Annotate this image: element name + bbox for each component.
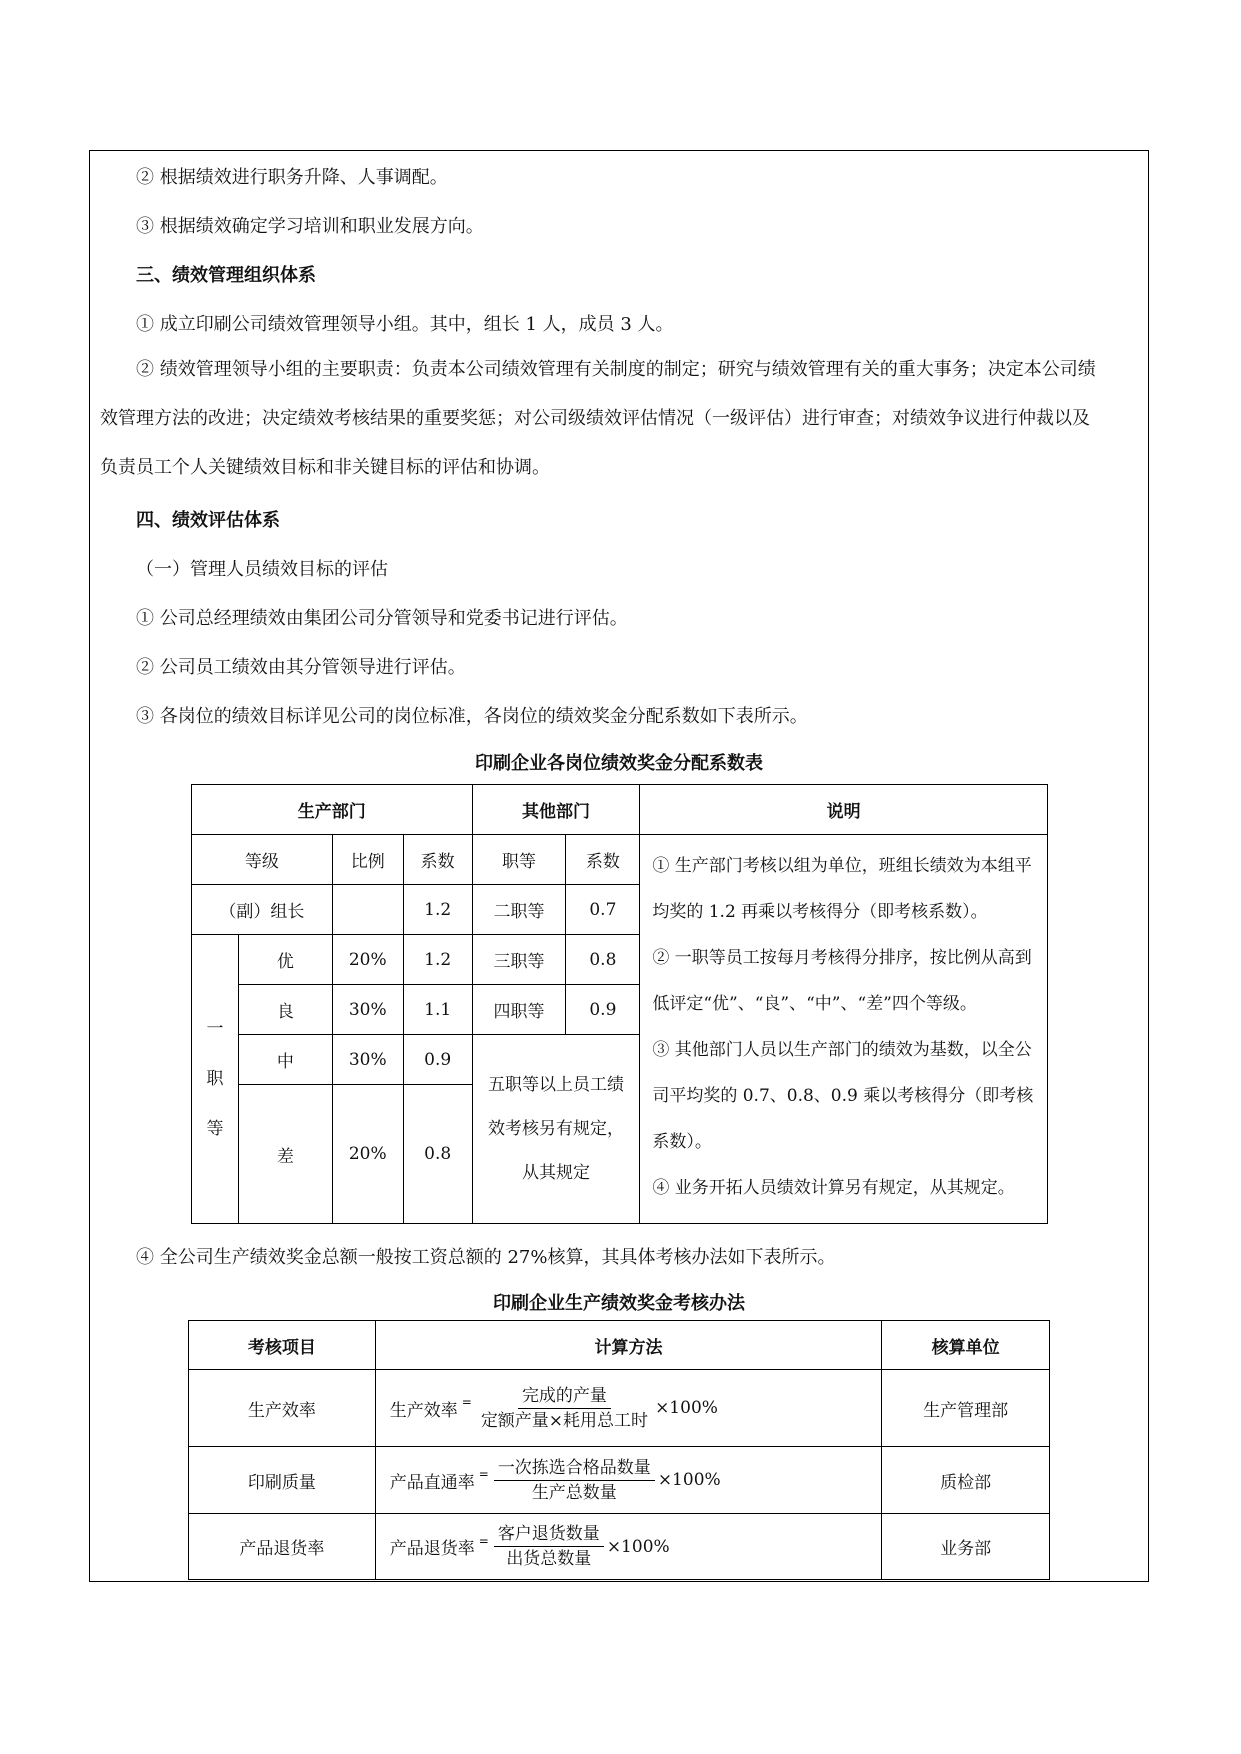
unit-cell: 质检部	[882, 1447, 1050, 1514]
unit-cell: 业务部	[882, 1514, 1050, 1580]
text-line: ① 公司总经理绩效由集团公司分管领导和党委书记进行评估。	[136, 608, 628, 629]
formula-lhs: 生产效率	[389, 1400, 458, 1421]
rank-one-label: 一 职 等	[192, 935, 239, 1224]
denominator: 定额产量×耗用总工时	[480, 1410, 649, 1431]
grade-cell: 良	[238, 985, 332, 1035]
ratio-cell: 20%	[332, 935, 403, 985]
note-item: ② 一职等员工按每月考核得分排序，按比例从高到低评定“优”、“良”、“中”、“差”四个等级。	[652, 948, 1032, 1014]
text-line: ④ 全公司生产绩效奖金总额一般按工资总额的 27%核算，其具体考核办法如下表所示。	[136, 1247, 836, 1268]
header-unit: 核算单位	[882, 1321, 1050, 1370]
note-item: ① 生产部门考核以组为单位，班组长绩效为本组平均奖的 1.2 再乘以考核得分（即考核系数）。	[652, 856, 1032, 922]
leader-ratio	[332, 885, 403, 935]
formula-cell	[375, 1370, 881, 1447]
text-line: 负责员工个人关键绩效目标和非关键目标的评估和协调。	[100, 457, 550, 478]
unit-cell: 生产管理部	[882, 1370, 1050, 1447]
text-line: ③ 各岗位的绩效目标详见公司的岗位标准，各岗位的绩效奖金分配系数如下表所示。	[136, 706, 808, 727]
header-method: 计算方法	[375, 1321, 881, 1370]
note-item: ④ 业务开拓人员绩效计算另有规定，从其规定。	[652, 1178, 1015, 1198]
formula-cell	[375, 1447, 881, 1514]
col-rank-coefficient: 系数	[566, 835, 640, 885]
col-ratio: 比例	[332, 835, 403, 885]
header-item: 考核项目	[189, 1321, 376, 1370]
section-heading: 三、绩效管理组织体系	[136, 265, 316, 286]
col-grade: 等级	[192, 835, 333, 885]
coefficient-cell: 1.2	[403, 935, 472, 985]
rank-cell: 三职等	[472, 935, 566, 985]
rank-coefficient: 0.7	[566, 885, 640, 935]
production-bonus-table	[188, 1320, 1050, 1580]
fraction	[477, 1385, 652, 1432]
grade-cell: 差	[238, 1085, 332, 1224]
rank-coefficient: 0.8	[566, 935, 640, 985]
ratio-cell: 30%	[332, 985, 403, 1035]
leader-label: （副）组长	[192, 885, 333, 935]
coefficient-cell: 0.9	[403, 1035, 472, 1085]
equals-sign: =	[461, 1395, 472, 1409]
col-rank: 职等	[472, 835, 566, 885]
equals-sign: =	[478, 1533, 489, 1548]
rank-cell: 二职等	[472, 885, 566, 935]
coefficient-cell: 1.1	[403, 985, 472, 1035]
table-caption: 印刷企业生产绩效奖金考核办法	[493, 1293, 745, 1314]
notes-cell	[640, 835, 1048, 1224]
text-line: ③ 根据绩效确定学习培训和职业发展方向。	[136, 216, 484, 237]
text-line: ② 根据绩效进行职务升降、人事调配。	[136, 167, 448, 188]
fraction	[494, 1457, 655, 1504]
multiplier: ×100%	[657, 1470, 721, 1490]
equals-sign: =	[478, 1467, 489, 1481]
formula-cell	[375, 1514, 881, 1580]
numerator: 一次拣选合格品数量	[494, 1457, 655, 1481]
text-line: 效管理方法的改进；决定绩效考核结果的重要奖惩；对公司级绩效评估情况（一级评估）进行审查；对绩效争议进行仲裁以及	[100, 408, 1090, 429]
header-note: 说明	[640, 785, 1048, 835]
text-line: ② 绩效管理领导小组的主要职责：负责本公司绩效管理有关制度的制定；研究与绩效管理有关的重大事务；决定本公司绩	[136, 359, 1096, 380]
numerator: 完成的产量	[518, 1385, 611, 1409]
note-item: ③ 其他部门人员以生产部门的绩效为基数，以全公司平均奖的 0.7、0.8、0.9 乘以考核得分（即考核系数）。	[652, 1040, 1034, 1152]
text-line: ② 公司员工绩效由其分管领导进行评估。	[136, 657, 466, 678]
table-caption: 印刷企业各岗位绩效奖金分配系数表	[475, 753, 763, 774]
formula-lhs: 产品直通率	[389, 1472, 475, 1493]
col-coefficient: 系数	[403, 835, 472, 885]
paragraph	[100, 345, 1140, 492]
multiplier: ×100%	[606, 1536, 670, 1557]
rank-coefficient: 0.9	[566, 985, 640, 1035]
formula-lhs: 产品退货率	[389, 1539, 475, 1559]
fraction	[494, 1523, 604, 1570]
five-rank-note: 五职等以上员工绩效考核另有规定，从其规定	[472, 1035, 640, 1224]
item-cell: 产品退货率	[189, 1514, 376, 1580]
grade-cell: 中	[238, 1035, 332, 1085]
leader-coefficient: 1.2	[403, 885, 472, 935]
item-cell: 印刷质量	[189, 1447, 376, 1514]
section-heading: 四、绩效评估体系	[136, 510, 280, 531]
denominator: 生产总数量	[531, 1482, 617, 1503]
header-production-dept: 生产部门	[192, 785, 473, 835]
bonus-coefficient-table	[191, 784, 1048, 1224]
text-line: （一）管理人员绩效目标的评估	[136, 559, 388, 580]
rank-cell: 四职等	[472, 985, 566, 1035]
ratio-cell: 20%	[332, 1085, 403, 1224]
multiplier: ×100%	[655, 1398, 718, 1418]
header-other-dept: 其他部门	[472, 785, 640, 835]
ratio-cell: 30%	[332, 1035, 403, 1085]
coefficient-cell: 0.8	[403, 1085, 472, 1224]
item-cell: 生产效率	[189, 1370, 376, 1447]
denominator: 出货总数量	[506, 1549, 592, 1569]
numerator: 客户退货数量	[494, 1523, 604, 1547]
text-line: ① 成立印刷公司绩效管理领导小组。其中，组长 1 人，成员 3 人。	[136, 314, 674, 335]
grade-cell: 优	[238, 935, 332, 985]
